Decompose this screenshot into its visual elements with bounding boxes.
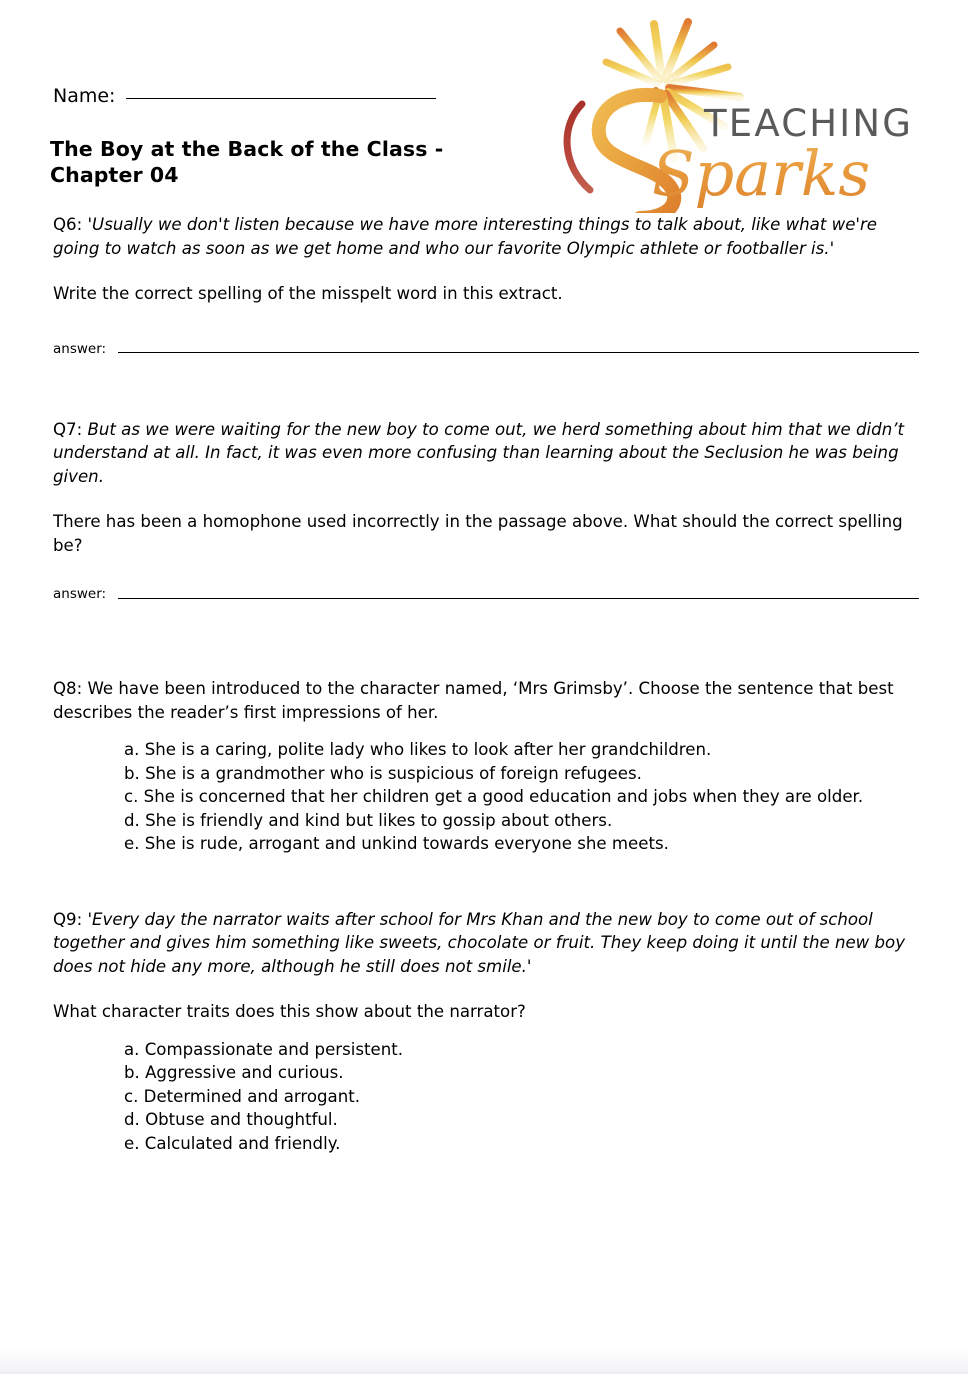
question-q9-quote-text: 'Every day the narrator waits after school for Mrs Khan and the new boy to come out of school together and gives him something like sweets, chocolate or fruit. They keep doing it until the new boy does not hide any more, although he still does not smile.' [53, 909, 906, 976]
page-bottom-edge [0, 1348, 968, 1374]
name-write-in-line[interactable] [126, 98, 436, 99]
logo-sparks-text: Sparks [652, 137, 871, 210]
name-field-row [53, 84, 436, 108]
question-q8-options [53, 738, 919, 856]
name-label: Name: [53, 85, 116, 107]
answer-label-q6: answer: [53, 340, 107, 357]
question-block-q9 [53, 908, 919, 1156]
question-q6-number: Q6: [53, 215, 83, 234]
question-block-q8 [53, 677, 919, 856]
question-q9-prompt: What character traits does this show about the narrator? [53, 1002, 526, 1021]
question-q7-quote [53, 418, 919, 489]
question-block-q7 [53, 418, 919, 604]
option-item[interactable]: a. Compassionate and persistent. [124, 1039, 404, 1059]
question-q7-quote-text: But as we were waiting for the new boy to come out, we herd something about him that we didn’t understand at all. In fact, it was even more confusing than learning about the Seclusion he was being given. [53, 419, 904, 486]
answer-row-q6 [53, 340, 919, 358]
question-q8-prompt: Q8: We have been introduced to the character named, ‘Mrs Grimsby’. Choose the sentence that best describes the reader’s first impressions of her. [53, 679, 894, 722]
option-item[interactable]: e. Calculated and friendly. [124, 1133, 341, 1153]
question-q7-prompt: There has been a homophone used incorrectly in the passage above. What should the correct spelling be? [53, 512, 903, 555]
option-item[interactable]: c. She is concerned that her children get a good education and jobs when they are older. [124, 787, 864, 806]
question-q9-quote [53, 908, 919, 979]
answer-write-in-line-q7[interactable] [118, 598, 919, 599]
option-item[interactable]: b. She is a grandmother who is suspicious of foreign refugees. [124, 763, 642, 783]
question-q7-number: Q7: [53, 419, 83, 439]
question-q6-prompt: Write the correct spelling of the misspelt word in this extract. [53, 284, 563, 303]
option-item[interactable]: e. She is rude, arrogant and unkind towards everyone she meets. [124, 834, 669, 853]
option-item[interactable]: d. Obtuse and thoughtful. [124, 1110, 338, 1129]
question-block-q6 [53, 213, 919, 358]
answer-row-q7 [53, 585, 919, 603]
question-q6-quote-text: 'Usually we don't listen because we have more interesting things to talk about, like what we're going to watch as soon as we get home and who our favorite Olympic athlete or footballer is.' [53, 215, 877, 258]
teaching-sparks-logo [552, 8, 952, 213]
answer-write-in-line-q6[interactable] [118, 352, 919, 353]
questions-container [53, 213, 919, 1155]
question-q9-options [53, 1038, 919, 1156]
question-q9-number: Q9: [53, 909, 83, 929]
option-item[interactable]: c. Determined and arrogant. [124, 1086, 361, 1106]
red-arc-decoration [567, 104, 590, 190]
option-item[interactable]: b. Aggressive and curious. [124, 1063, 344, 1082]
option-item[interactable]: d. She is friendly and kind but likes to gossip about others. [124, 810, 613, 830]
answer-label-q7: answer: [53, 586, 107, 602]
page-title: The Boy at the Back of the Class - Chapter 04 [50, 137, 444, 187]
logo-teaching-text: TEACHING [704, 102, 914, 145]
option-item[interactable]: a. She is a caring, polite lady who likes to look after her grandchildren. [124, 740, 712, 759]
question-q6-quote [53, 213, 919, 260]
